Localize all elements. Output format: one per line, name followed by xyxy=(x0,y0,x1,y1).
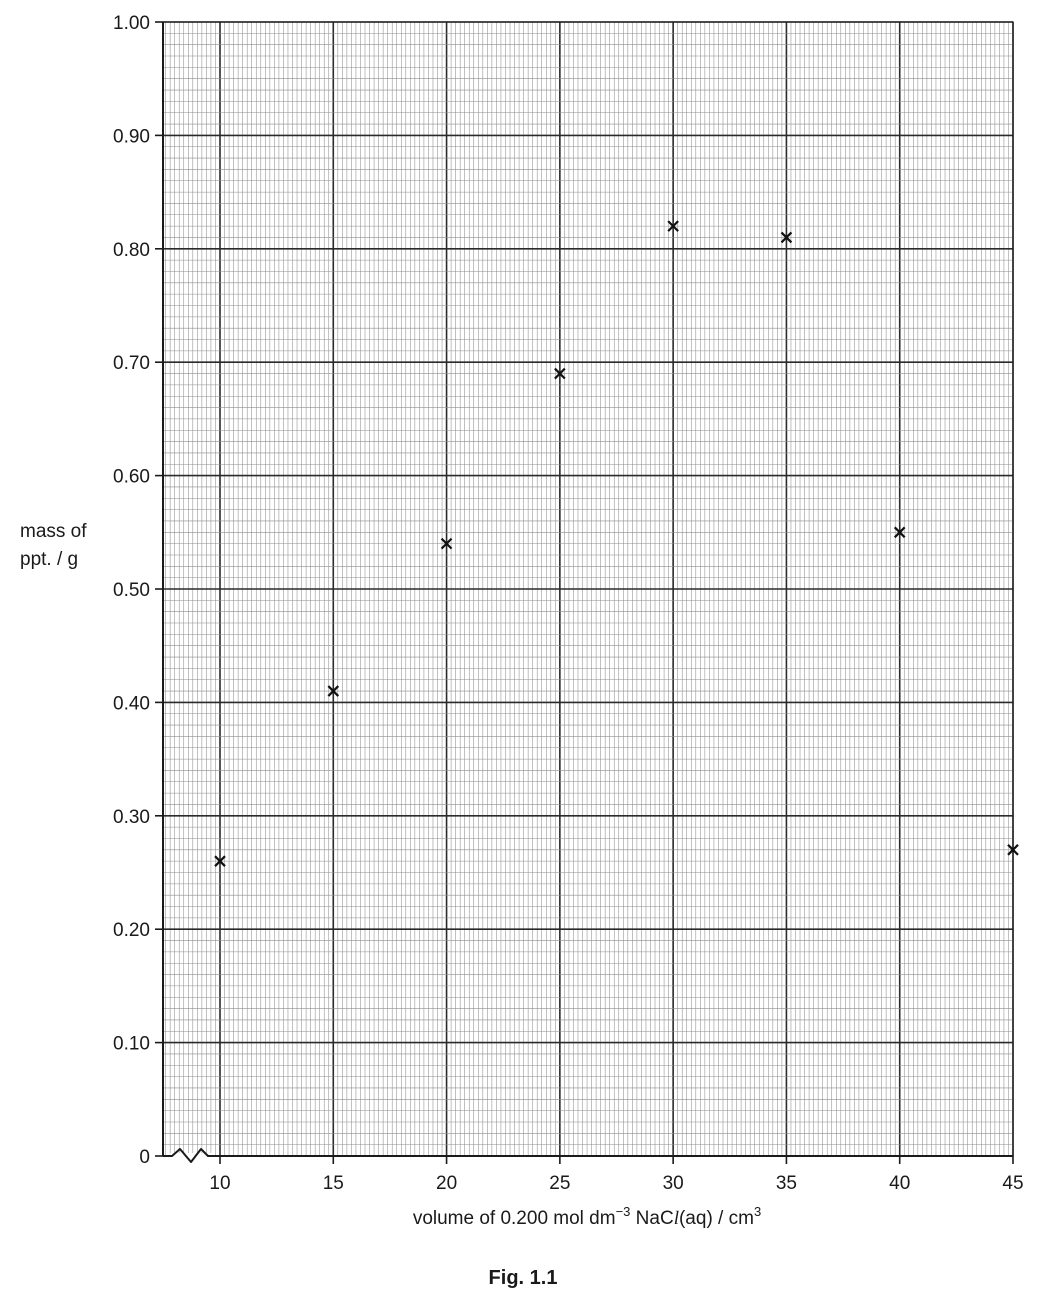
y-tick-label: 1.00 xyxy=(113,13,150,34)
y-tick-label: 0.40 xyxy=(113,693,150,715)
x-tick-label: 35 xyxy=(775,1173,797,1194)
x-tick-label: 40 xyxy=(889,1173,911,1194)
tick-labels xyxy=(113,13,1024,1194)
figure-caption: Fig. 1.1 xyxy=(488,1267,558,1289)
x-tick-label: 45 xyxy=(1002,1173,1024,1194)
y-tick-label: 0.30 xyxy=(113,806,150,828)
x-tick-label: 10 xyxy=(209,1173,231,1194)
x-axis-label-prefix: volume of 0.200 mol dm xyxy=(412,1208,616,1229)
y-tick-label: 0.50 xyxy=(113,580,150,601)
x-tick-label: 15 xyxy=(322,1173,344,1194)
y-axis-label-line-2: ppt. / g xyxy=(20,549,79,570)
x-axis-label-species: NaC xyxy=(630,1208,674,1229)
y-tick-label: 0.80 xyxy=(113,239,150,261)
x-tick-label: 25 xyxy=(549,1173,571,1194)
x-axis-label xyxy=(413,1204,761,1229)
y-tick-label: 0.10 xyxy=(113,1033,150,1055)
x-axis-label-italic-l: l xyxy=(673,1208,679,1229)
x-axis-label-superscript-cube: 3 xyxy=(753,1204,762,1219)
y-tick-label: 0.20 xyxy=(113,920,150,942)
y-tick-label: 0.70 xyxy=(113,353,150,375)
x-tick-label: 30 xyxy=(662,1173,684,1194)
y-tick-label: 0 xyxy=(139,1147,150,1168)
graph-paper-grid xyxy=(163,22,1013,1156)
y-tick-label: 0.60 xyxy=(113,466,150,488)
x-tick-label: 20 xyxy=(436,1173,458,1194)
x-axis-label-suffix: (aq) / cm xyxy=(678,1208,754,1229)
y-axis-label-line-1: mass of xyxy=(20,521,87,542)
x-axis-label-superscript-unit: −3 xyxy=(615,1204,631,1219)
y-tick-label: 0.90 xyxy=(113,126,150,148)
